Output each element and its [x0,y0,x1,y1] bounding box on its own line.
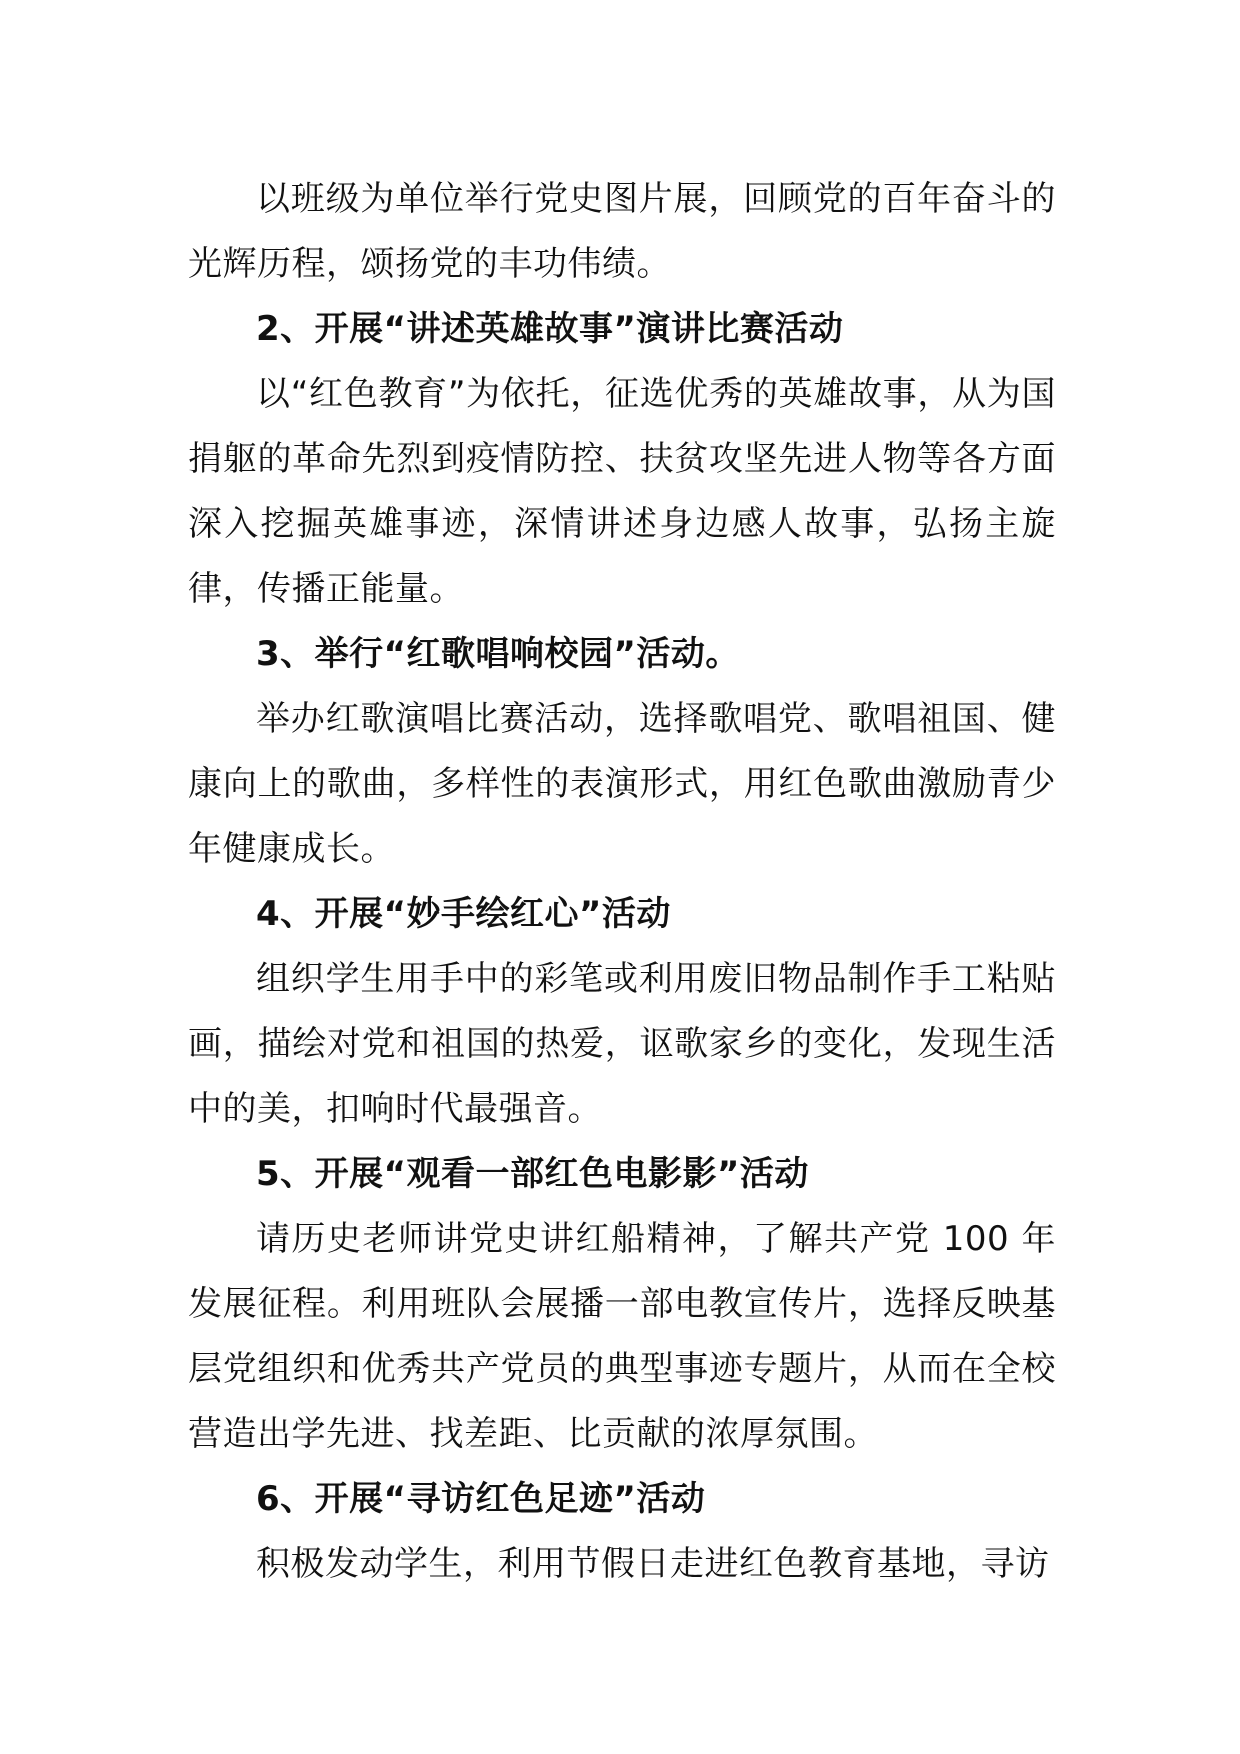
paragraph-watch-red-movie: 请历史老师讲党史讲红船精神，了解共产党 100 年发展征程。利用班队会展播一部电教宣传片，选择反映基层党组织和优秀共产党员的典型事迹专题片，从而在全校营造出学先进、找差距、比贡献的浓厚氛围。 [188,1219,1056,1454]
heading-visit-red-footprints: 6、开展“寻访红色足迹”活动 [256,1479,706,1519]
heading-hero-story-speech-contest: 2、开展“讲述英雄故事”演讲比赛活动 [256,309,844,349]
paragraph-skillful-hands-red-heart: 组织学生用手中的彩笔或利用废旧物品制作手工粘贴画，描绘对党和祖国的热爱，讴歌家乡的变化，发现生活中的美，扣响时代最强音。 [188,959,1056,1129]
paragraph-hero-story-speech-contest: 以“红色教育”为依托，征选优秀的英雄故事，从为国捐躯的革命先烈到疫情防控、扶贫攻坚先进人物等各方面深入挖掘英雄事迹，深情讲述身边感人故事，弘扬主旋律，传播正能量。 [188,374,1056,609]
paragraph-visit-red-footprints: 积极发动学生，利用节假日走进红色教育基地，寻访 [256,1544,1050,1584]
document-body [188,167,1056,1597]
heading-watch-red-movie: 5、开展“观看一部红色电影影”活动 [256,1154,809,1194]
paragraph-party-history-photo-exhibition: 以班级为单位举行党史图片展，回顾党的百年奋斗的光辉历程，颂扬党的丰功伟绩。 [188,179,1056,284]
heading-skillful-hands-red-heart: 4、开展“妙手绘红心”活动 [256,894,671,934]
paragraph-red-songs-campus: 举办红歌演唱比赛活动，选择歌唱党、歌唱祖国、健康向上的歌曲，多样性的表演形式，用红色歌曲激励青少年健康成长。 [188,699,1056,869]
heading-red-songs-campus: 3、举行“红歌唱响校园”活动。 [256,634,740,674]
